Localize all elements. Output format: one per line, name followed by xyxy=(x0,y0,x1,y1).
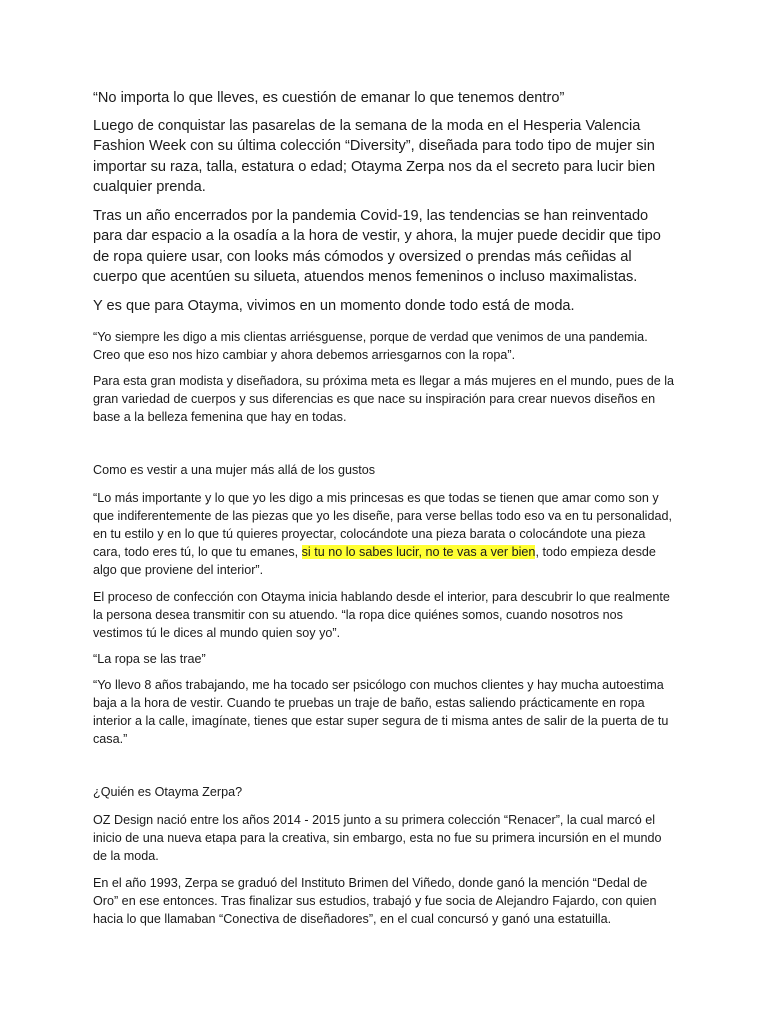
highlighted-text: si tu no lo sabes lucir, no te vas a ver bien xyxy=(301,545,536,559)
paragraph-trends: Tras un año encerrados por la pandemia Covid-19, las tendencias se han reinventado para dar espacio a la osadía a la hora de vestir, y ahora, la mujer puede decidir que tipo de ropa quiere usar, con looks más cómodos y oversized o prendas más ceñidas al cuerpo que acentúen su silueta, atuendos menos femeninos o incluso maximalistas. xyxy=(93,207,661,285)
paragraph-intro: Luego de conquistar las pasarelas de la semana de la moda en el Hesperia Valencia Fashion Week con su última colección “Diversity”, diseñada para todo tipo de mujer sin importar su raza, talla, estatura o edad; Otayma Zerpa nos da el secreto para lucir bien cualquier prenda. xyxy=(93,117,656,195)
paragraph-princesses-quote xyxy=(93,489,675,579)
paragraph-history: En el año 1993, Zerpa se graduó del Instituto Brimen del Viñedo, donde ganó la mención “Dedal de Oro” en ese entonces. Tras finalizar sus estudios, trabajó y fue socia de Alejandro Fajardo, con quien hacia lo que llamaban “Conectiva de diseñadores”, en el cual concursó y ganó una estatuilla. xyxy=(93,876,657,926)
paragraph-oz-design: OZ Design nació entre los años 2014 - 2015 junto a su primera colección “Renacer”, la cual marcó el inicio de una nueva etapa para la creativa, sin embargo, esta no fue su primera incursión en el mundo de la moda. xyxy=(93,813,662,863)
paragraph-client-quote: “Yo siempre les digo a mis clientas arriésguense, porque de verdad que venimos de una pandemia. Creo que eso nos hizo cambiar y ahora debemos arriesgarnos con la ropa”. xyxy=(93,330,648,362)
paragraph-moment: Y es que para Otayma, vivimos en un momento donde todo está de moda. xyxy=(93,297,575,314)
section-heading-dressing: Como es vestir a una mujer más allá de los gustos xyxy=(93,463,376,477)
paragraph-process: El proceso de confección con Otayma inicia hablando desde el interior, para descubrir lo que realmente la persona desea transmitir con su atuendo. “la ropa dice quiénes somos, cuando nosotros nos vestimos tú le dices al mundo quien soy yo”. xyxy=(93,590,670,640)
section-heading-who: ¿Quién es Otayma Zerpa? xyxy=(93,785,243,799)
paragraph-psychologist: “Yo llevo 8 años trabajando, me ha tocado ser psicólogo con muchos clientes y hay mucha autoestima baja a la hora de vestir. Cuando te pruebas un traje de baño, estas saliendo prácticamente en ropa interior a la calle, imagínate, tienes que estar super segura de ti misma antes de salir de la puerta de tu casa.” xyxy=(93,678,669,746)
quote-text-after: , todo empieza desde algo que proviene del interior”. xyxy=(93,545,656,577)
section-heading-ropa: “La ropa se las trae” xyxy=(93,652,206,666)
document-page xyxy=(93,88,675,928)
lead-quote: “No importa lo que lleves, es cuestión de emanar lo que tenemos dentro” xyxy=(93,90,565,106)
quote-text-before: “Lo más importante y lo que yo les digo a mis princesas es que todas se tienen que amar como son y que indiferentemente de las piezas que yo les diseñe, para verse bellas todo eso va en tu personalidad, en tu estilo y en lo que tú quieres proyectar, colocándote una pieza barata o colocándote una pieza cara, todo eres tú, lo que tu emanes, xyxy=(93,491,672,559)
paragraph-goal: Para esta gran modista y diseñadora, su próxima meta es llegar a más mujeres en el mundo, pues de la gran variedad de cuerpos y sus diferencias es que nace su inspiración para crear nuevos diseños en base a la belleza femenina que hay en todas. xyxy=(93,374,675,424)
